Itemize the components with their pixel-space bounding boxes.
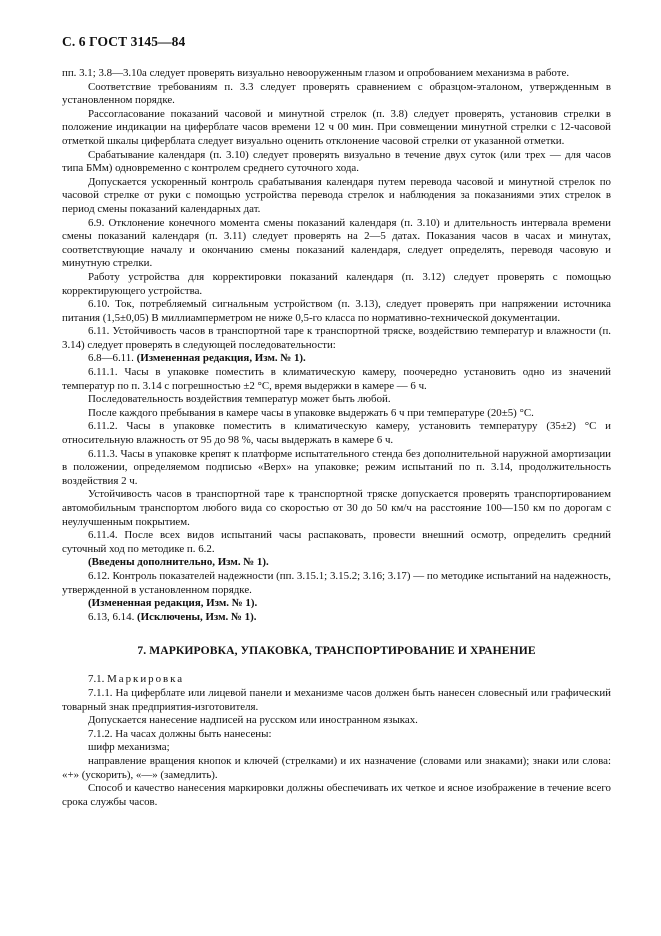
paragraph xyxy=(62,149,611,176)
amendment-note: (Измененная редакция, Изм. № 1). xyxy=(88,597,258,610)
paragraph-text: Работу устройства для корректировки показаний календаря (п. 3.12) следует проверять с помощью корректирующего устройства. xyxy=(62,270,611,297)
paragraph xyxy=(62,393,611,407)
section-7-body xyxy=(62,673,611,809)
page-header: С. 6 ГОСТ 3145—84 xyxy=(62,34,186,49)
paragraph-prefix: 6.8—6.11. xyxy=(88,352,137,365)
paragraph xyxy=(62,366,611,393)
paragraph xyxy=(62,67,611,81)
paragraph-text: Последовательность воздействия температур может быть любой. xyxy=(88,393,391,406)
paragraph xyxy=(62,407,611,421)
paragraph xyxy=(62,687,611,714)
paragraph xyxy=(62,611,611,625)
paragraph xyxy=(62,176,611,217)
paragraph-text: После каждого пребывания в камере часы в упаковке выдержать 6 ч при температуре (20±5) °С. xyxy=(88,406,534,419)
paragraph xyxy=(62,556,611,570)
paragraph-text: 6.11.2. Часы в упаковке поместить в климатическую камеру, установить температуру (35±2) °С и относительную влажность от 95 до 98 %, часы выдержать в камере 6 ч. xyxy=(62,420,611,447)
amendment-note: (Измененная редакция, Изм. № 1). xyxy=(136,352,306,365)
paragraph xyxy=(62,352,611,366)
paragraph-text: 6.11.3. Часы в упаковке крепят к платформе испытательного стенда без дополнительной наружной амортизации в положении, определяемом подписью «Верх» на упаковке; режим испытаний по п. 3.14, продолжительность воздействия 2 ч. xyxy=(62,447,611,487)
paragraph-text: Рассогласование показаний часовой и минутной стрелок (п. 3.8) следует проверять, установив стрелки в положение индикации на циферблате часов времени 12 ч 00 мин. При совмещении минутной стрелки с 12-часовой отметкой шкалы циферблата следует визуально оценить отклонение часовой стрелки от указанной отметки. xyxy=(62,107,611,147)
paragraph-text: 6.11.4. После всех видов испытаний часы распаковать, провести внешний осмотр, определить средний суточный ход по методике п. 6.2. xyxy=(62,529,611,555)
amendment-note: (Исключены, Изм. № 1). xyxy=(137,610,257,623)
paragraph xyxy=(62,298,611,325)
paragraph-text: пп. 3.1; 3.8—3.10а следует проверять визуально невооруженным глазом и опробованием механизма в работе. xyxy=(62,67,570,79)
paragraph xyxy=(62,448,611,489)
paragraph-text: Допускается ускоренный контроль срабатывания календаря путем перевода часовой и минутной стрелок по часовой стрелке от руки с помощью устройства перевода стрелок и наблюдения за показаниями этих стрелок в период смены показаний календарных дат. xyxy=(62,175,611,215)
paragraph xyxy=(62,271,611,298)
paragraph-text: направление вращения кнопок и ключей (стрелками) и их назначение (словами или знаками); знаки или слова: «+» (ускорить), «—» (замедлить). xyxy=(62,754,611,781)
paragraph xyxy=(62,108,611,149)
paragraph-text: Способ и качество нанесения маркировки должны обеспечивать их четкое и ясное изображение в течение всего срока службы часов. xyxy=(62,782,611,808)
paragraph xyxy=(62,325,611,352)
paragraph xyxy=(62,597,611,611)
paragraph-prefix: 6.13, 6.14. xyxy=(88,610,138,623)
paragraph-text: 6.9. Отклонение конечного момента смены показаний календаря (п. 3.10) и длительность интервала времени смены показаний календаря (п. 3.11) следует проверять на 2—5 датах. Показания часов в часах и минутах, соответствующие началу и окончанию смены показаний календаря, следует определять, переводя часовую и минутную стрелки. xyxy=(62,216,611,270)
paragraph xyxy=(62,529,611,556)
paragraph xyxy=(62,728,611,742)
paragraph-text: Допускается нанесение надписей на русском или иностранном языках. xyxy=(88,714,418,727)
paragraph-text: 6.10. Ток, потребляемый сигнальным устройством (п. 3.13), следует проверять при напряжении источника питания (1,5±0,05) В миллиамперметром не ниже 0,5-го класса по нормативно-технической документации. xyxy=(62,298,611,324)
paragraph xyxy=(62,217,611,271)
paragraph xyxy=(62,755,611,782)
paragraph-text: Устойчивость часов в транспортной таре к транспортной тряске допускается проверять транспортированием автомобильным транспортом любого вида со скоростью от 30 до 50 км/ч на расстояние 100—150 км по дорогам с неулучшенным покрытием. xyxy=(62,488,611,528)
paragraph-text: 6.11. Устойчивость часов в транспортной таре к транспортной тряске, воздействию температур и влажности (п. 3.14) следует проверять в следующей последовательности: xyxy=(62,325,611,351)
paragraph xyxy=(62,782,611,809)
paragraph-text: шифр механизма; xyxy=(88,741,170,754)
paragraph xyxy=(62,714,611,728)
paragraph-text: 7.1.2. На часах должны быть нанесены: xyxy=(88,727,272,740)
paragraph-text: 7.1.1. На циферблате или лицевой панели и механизме часов должен быть нанесен словесный или графический товарный знак предприятия-изготовителя. xyxy=(62,686,611,713)
paragraph-text: Маркировка xyxy=(107,673,185,686)
section-title: 7. МАРКИРОВКА, УПАКОВКА, ТРАНСПОРТИРОВАНИЕ И ХРАНЕНИЕ xyxy=(137,644,536,658)
paragraph-prefix: 7.1. xyxy=(88,673,108,686)
paragraph xyxy=(62,570,611,597)
paragraph xyxy=(62,741,611,755)
paragraph xyxy=(62,81,611,108)
paragraph-text: Срабатывание календаря (п. 3.10) следует проверять визуально в течение двух суток (или трех — для часов типа БМм) одновременно с контролем среднего суточного хода. xyxy=(62,148,611,175)
paragraph xyxy=(62,673,611,687)
paragraph-text: 6.11.1. Часы в упаковке поместить в климатическую камеру, поочередно установить одно из значений температур по п. 3.14 с погрешностью ±2 °С, время выдержки в камере — 6 ч. xyxy=(62,366,611,392)
section-6-body xyxy=(62,67,611,624)
paragraph xyxy=(62,420,611,447)
paragraph-text: Соответствие требованиям п. 3.3 следует проверять сравнением с образцом-эталоном, утвержденным в установленном порядке. xyxy=(62,80,611,107)
paragraph xyxy=(62,488,611,529)
paragraph-text: 6.12. Контроль показателей надежности (пп. 3.15.1; 3.15.2; 3.16; 3.17) — по методике испытаний на надежность, утвержденной в установленном порядке. xyxy=(62,569,611,596)
amendment-note: (Введены дополнительно, Изм. № 1). xyxy=(88,556,269,569)
